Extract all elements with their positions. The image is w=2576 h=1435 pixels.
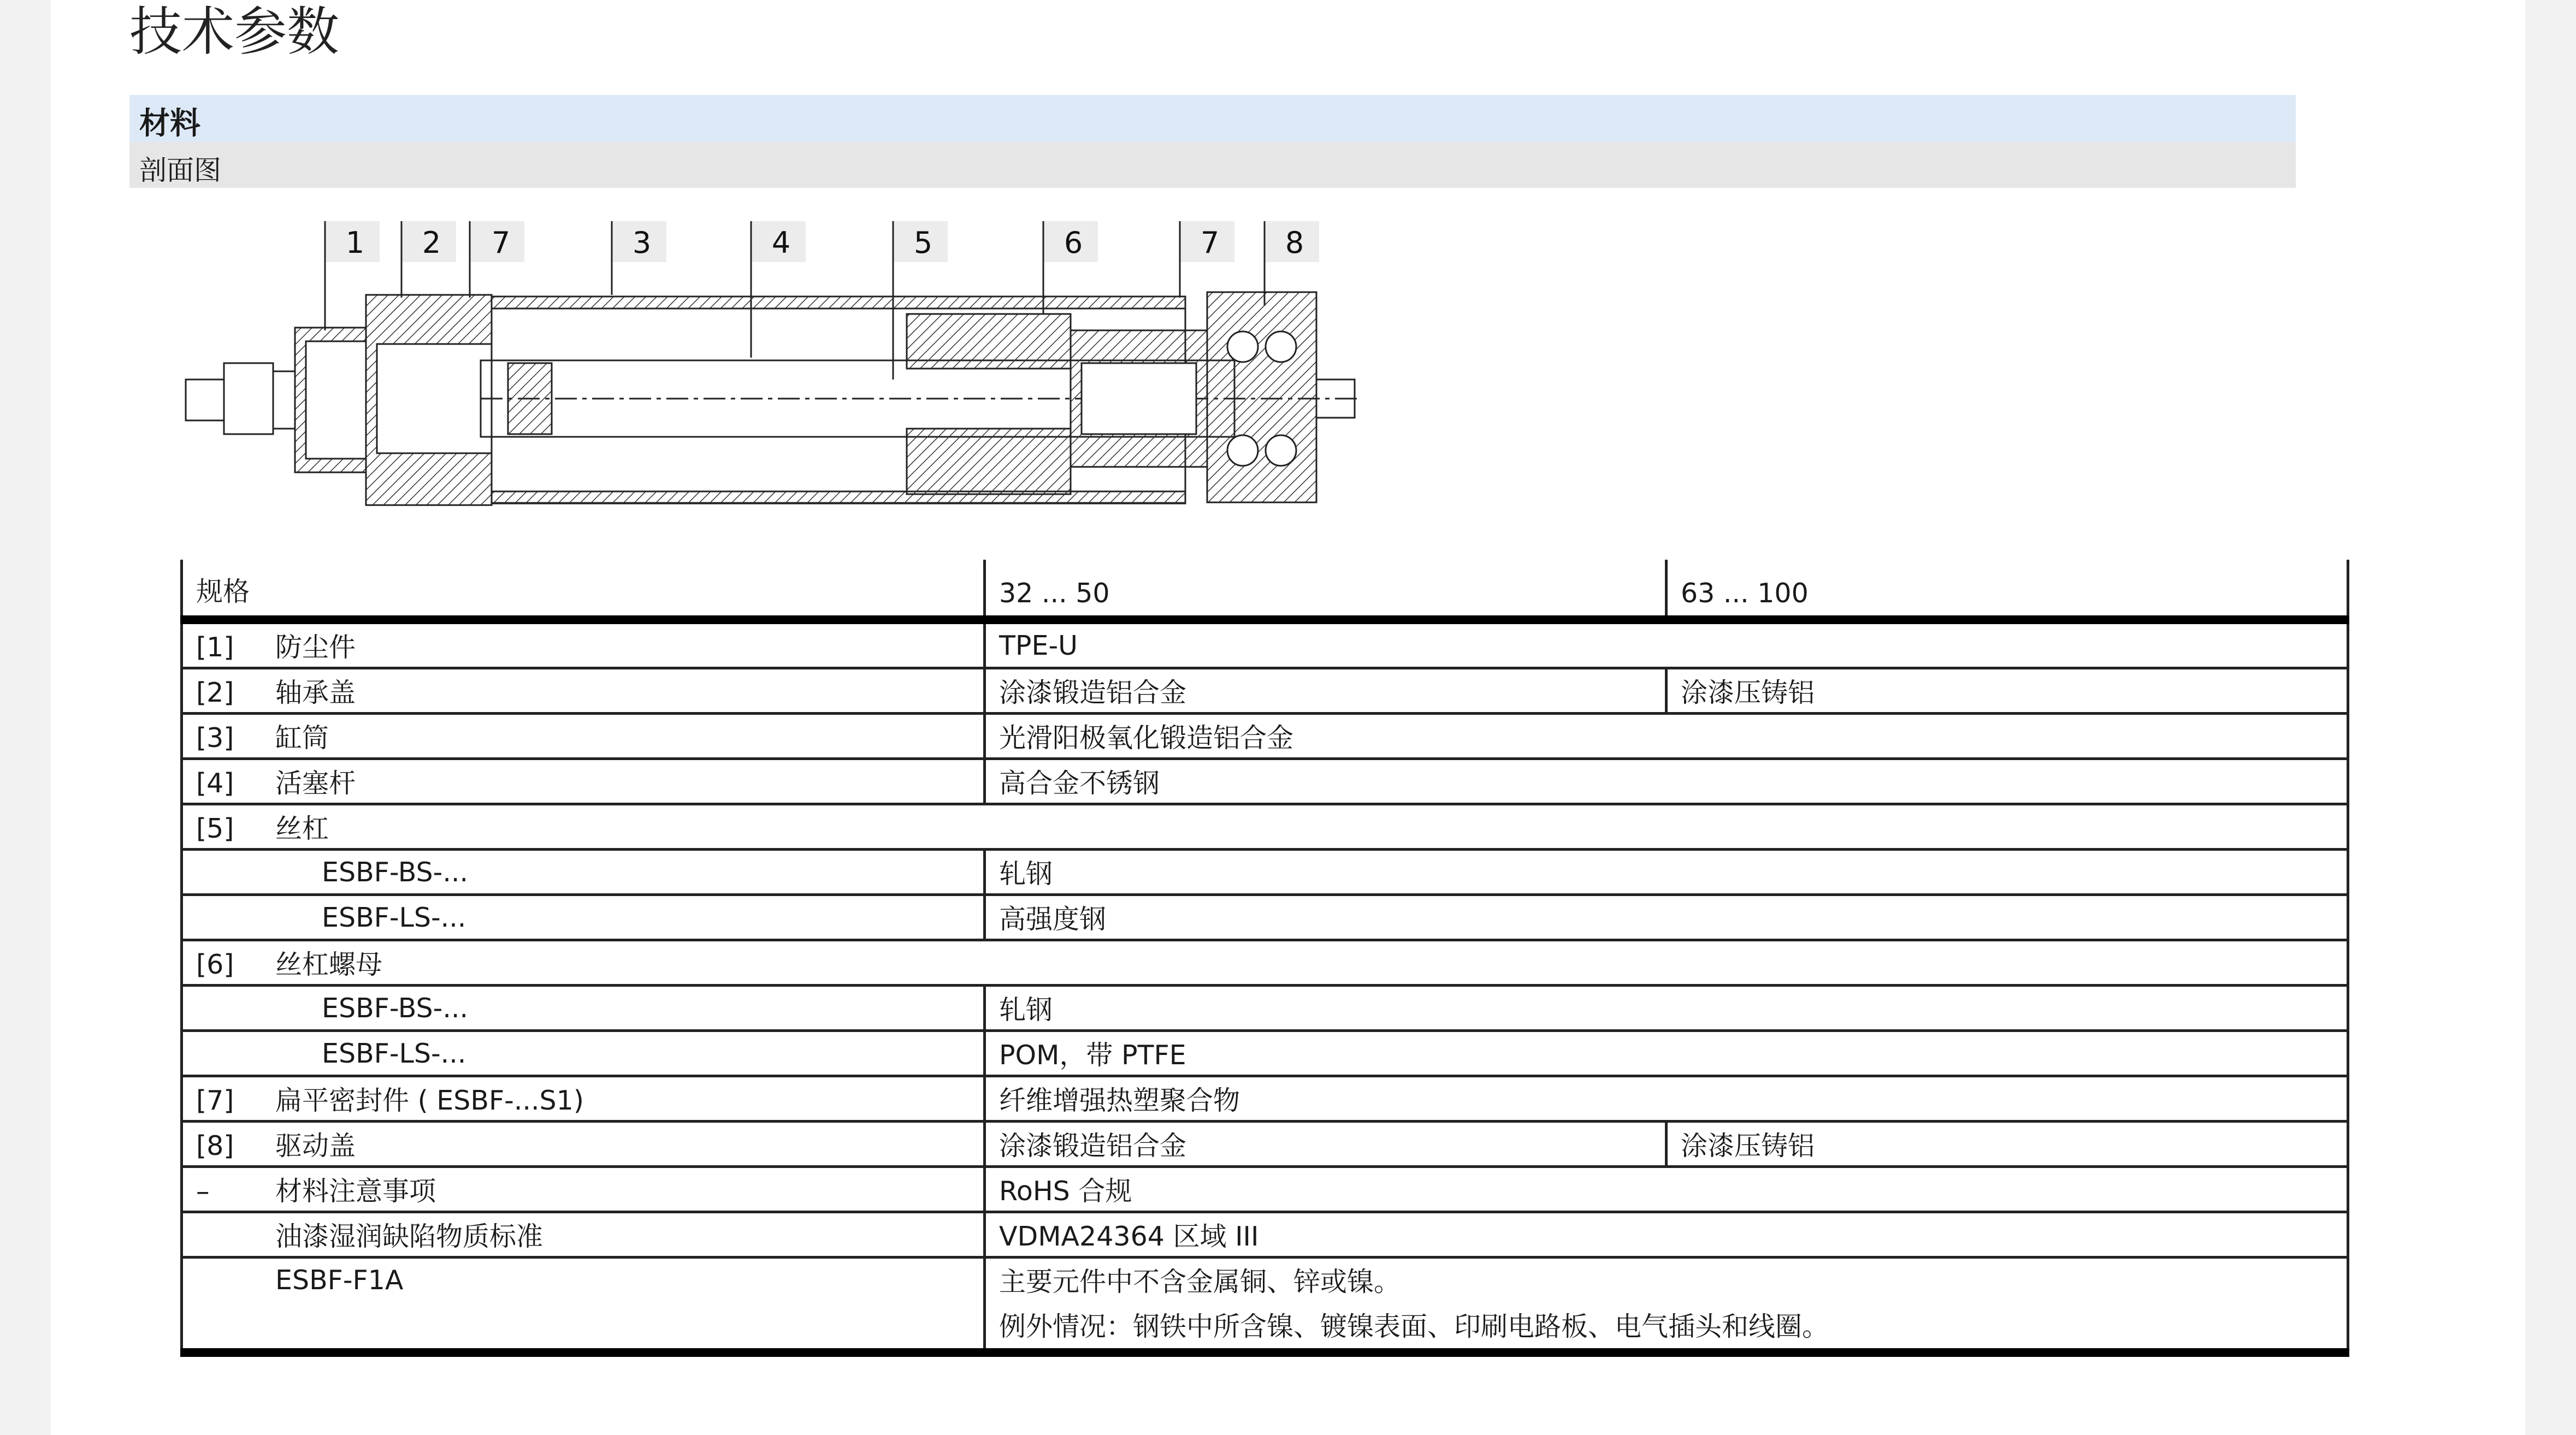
table-row: [182, 620, 2348, 668]
callout-2: 2: [422, 226, 441, 260]
table-row: [182, 895, 2348, 940]
row-value: 纤维增强热塑聚合物: [985, 1076, 2348, 1122]
section-subheading: 剖面图: [139, 155, 221, 186]
row-number: [7]: [196, 1085, 234, 1116]
row-value-note: 例外情况：钢铁中所含镍、镀镍表面、印刷电路板、电气插头和线圈。: [985, 1301, 2348, 1353]
row-number: [4]: [196, 768, 234, 799]
row-value: 轧钢: [985, 986, 2348, 1031]
table-row: [182, 668, 2348, 714]
row-label: 材料注意事项: [275, 1176, 436, 1207]
row-label: ESBF-F1A: [275, 1264, 404, 1296]
section-heading-band: [129, 95, 2296, 142]
table-row: [182, 1301, 2348, 1353]
row-label: 驱动盖: [275, 1130, 356, 1161]
row-value: 轧钢: [985, 850, 2348, 895]
row-label: 活塞杆: [275, 768, 356, 799]
row-number: [2]: [196, 677, 234, 708]
row-value: RoHS 合规: [985, 1167, 2348, 1212]
row-label: ESBF-BS-...: [322, 856, 469, 888]
row-value: 高强度钢: [985, 895, 2348, 940]
row-number: [6]: [196, 949, 234, 980]
table-row: [182, 1031, 2348, 1076]
table-row: [182, 759, 2348, 804]
row-label: 轴承盖: [275, 677, 356, 708]
row-value-alt: 涂漆压铸铝: [1667, 1122, 2348, 1167]
section-subheading-band: [129, 142, 2296, 188]
material-spec-table: [180, 560, 2349, 1357]
row-number: [5]: [196, 813, 234, 844]
row-label: 防尘件: [275, 632, 356, 663]
row-number: [8]: [196, 1130, 234, 1161]
callout-1: 1: [345, 226, 365, 260]
row-label: ESBF-LS-...: [322, 1037, 466, 1069]
table-row: [182, 714, 2348, 759]
page-title: 技术参数: [129, 1, 339, 62]
row-label: 丝杠: [275, 813, 329, 844]
row-value-alt: 涂漆压铸铝: [1667, 668, 2348, 714]
row-label: ESBF-LS-...: [322, 902, 466, 933]
table-row: [182, 1212, 2348, 1258]
row-number: –: [196, 1176, 210, 1207]
callout-4: 4: [771, 226, 791, 260]
row-value: 涂漆锻造铝合金: [985, 668, 1667, 714]
table-row: [182, 940, 2348, 986]
header-range-32-50: 32 ... 50: [985, 560, 1667, 620]
header-range-63-100: 63 ... 100: [1667, 560, 2348, 620]
table-header-row: [182, 560, 2348, 620]
table-row: [182, 986, 2348, 1031]
callout-7a: 7: [491, 226, 511, 260]
row-value: 主要元件中不含金属铜、锌或镍。: [985, 1258, 2348, 1302]
table-row: [182, 1167, 2348, 1212]
row-value: 涂漆锻造铝合金: [985, 1122, 1667, 1167]
callout-5: 5: [913, 226, 933, 260]
row-label: 丝杠螺母: [275, 949, 383, 980]
table-row: [182, 1258, 2348, 1302]
row-label: 扁平密封件 ( ESBF-...S1): [275, 1085, 584, 1116]
row-number: [3]: [196, 722, 234, 754]
row-label: 缸筒: [275, 722, 329, 754]
table-row: [182, 804, 2348, 850]
callout-8: 8: [1285, 226, 1304, 260]
section-heading: 材料: [139, 106, 200, 141]
callout-7b: 7: [1200, 226, 1220, 260]
cross-section-drawing: [175, 216, 1366, 521]
row-label: ESBF-BS-...: [322, 992, 469, 1024]
callout-3: 3: [632, 226, 652, 260]
row-value: TPE-U: [985, 620, 2348, 668]
table-row: [182, 850, 2348, 895]
row-value: 光滑阳极氧化锻造铝合金: [985, 714, 2348, 759]
row-value: 高合金不锈钢: [985, 759, 2348, 804]
table-row: [182, 1122, 2348, 1167]
row-number: [1]: [196, 632, 234, 663]
row-value: POM，带 PTFE: [985, 1031, 2348, 1076]
cross-section-diagram: [175, 216, 1366, 521]
callout-6: 6: [1064, 226, 1083, 260]
row-label: 油漆湿润缺陷物质标准: [275, 1221, 543, 1252]
table-row: [182, 1076, 2348, 1122]
header-size: 规格: [182, 560, 985, 620]
row-value: VDMA24364 区域 III: [985, 1212, 2348, 1258]
